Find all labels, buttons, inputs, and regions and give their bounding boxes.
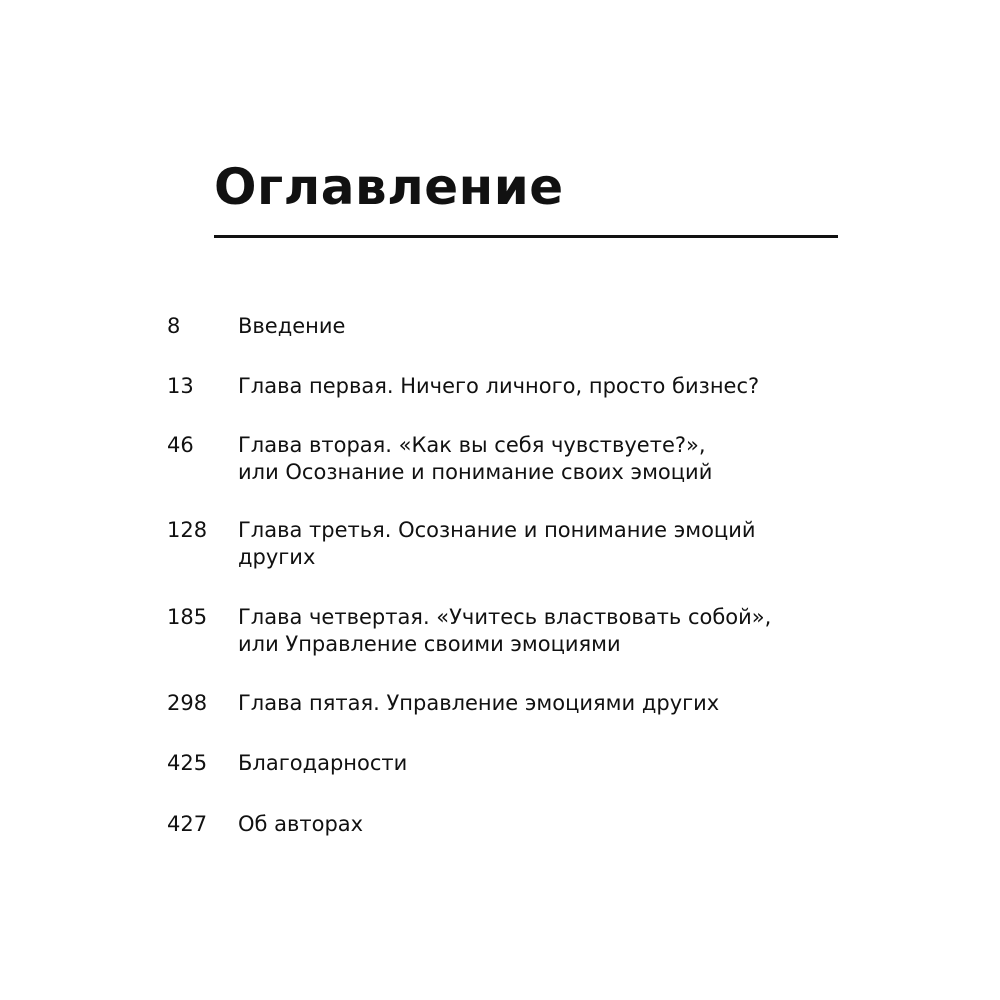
toc-page-number: 427 — [167, 812, 208, 836]
toc-entry — [167, 432, 827, 486]
toc-entry-line: Глава первая. Ничего личного, просто бизнес? — [238, 374, 760, 398]
toc-entry — [167, 313, 827, 340]
toc-entry-title — [238, 604, 771, 658]
toc-entry-line: или Осознание и понимание своих эмоций — [238, 460, 713, 484]
toc-page-number: 425 — [167, 751, 208, 775]
toc-entry-title — [238, 373, 759, 400]
toc-entry — [167, 604, 827, 658]
toc-page-number: 8 — [167, 314, 181, 338]
toc-entry-line: других — [238, 545, 316, 569]
toc-entry — [167, 811, 827, 838]
toc-entry-title — [238, 811, 363, 838]
toc-entry-line: Глава вторая. «Как вы себя чувствуете?», — [238, 433, 706, 457]
toc-entry — [167, 750, 827, 777]
toc-entry-line: Введение — [238, 314, 346, 338]
toc-page-number: 185 — [167, 605, 208, 629]
toc-entry-title — [238, 690, 719, 717]
toc-entry-title — [238, 432, 712, 486]
toc-entry-title — [238, 750, 407, 777]
toc-entry-line: Об авторах — [238, 812, 364, 836]
toc-page-number: 13 — [167, 374, 194, 398]
toc-entry-line: Благодарности — [238, 751, 408, 775]
toc-entry — [167, 373, 827, 400]
page-title: Оглавление — [214, 158, 564, 216]
toc-entry-line: Глава пятая. Управление эмоциями других — [238, 691, 720, 715]
toc-entry — [167, 517, 827, 571]
toc-entry-line: Глава четвертая. «Учитесь властвовать собой», — [238, 605, 772, 629]
toc-entry-title — [238, 517, 756, 571]
toc-entry-line: или Управление своими эмоциями — [238, 632, 621, 656]
title-divider — [214, 235, 838, 238]
toc-entry — [167, 690, 827, 717]
toc-entry-line: Глава третья. Осознание и понимание эмоций — [238, 518, 756, 542]
toc-page-number: 46 — [167, 433, 194, 457]
toc-page-number: 128 — [167, 518, 208, 542]
toc-entry-title — [238, 313, 345, 340]
toc-page-number: 298 — [167, 691, 208, 715]
